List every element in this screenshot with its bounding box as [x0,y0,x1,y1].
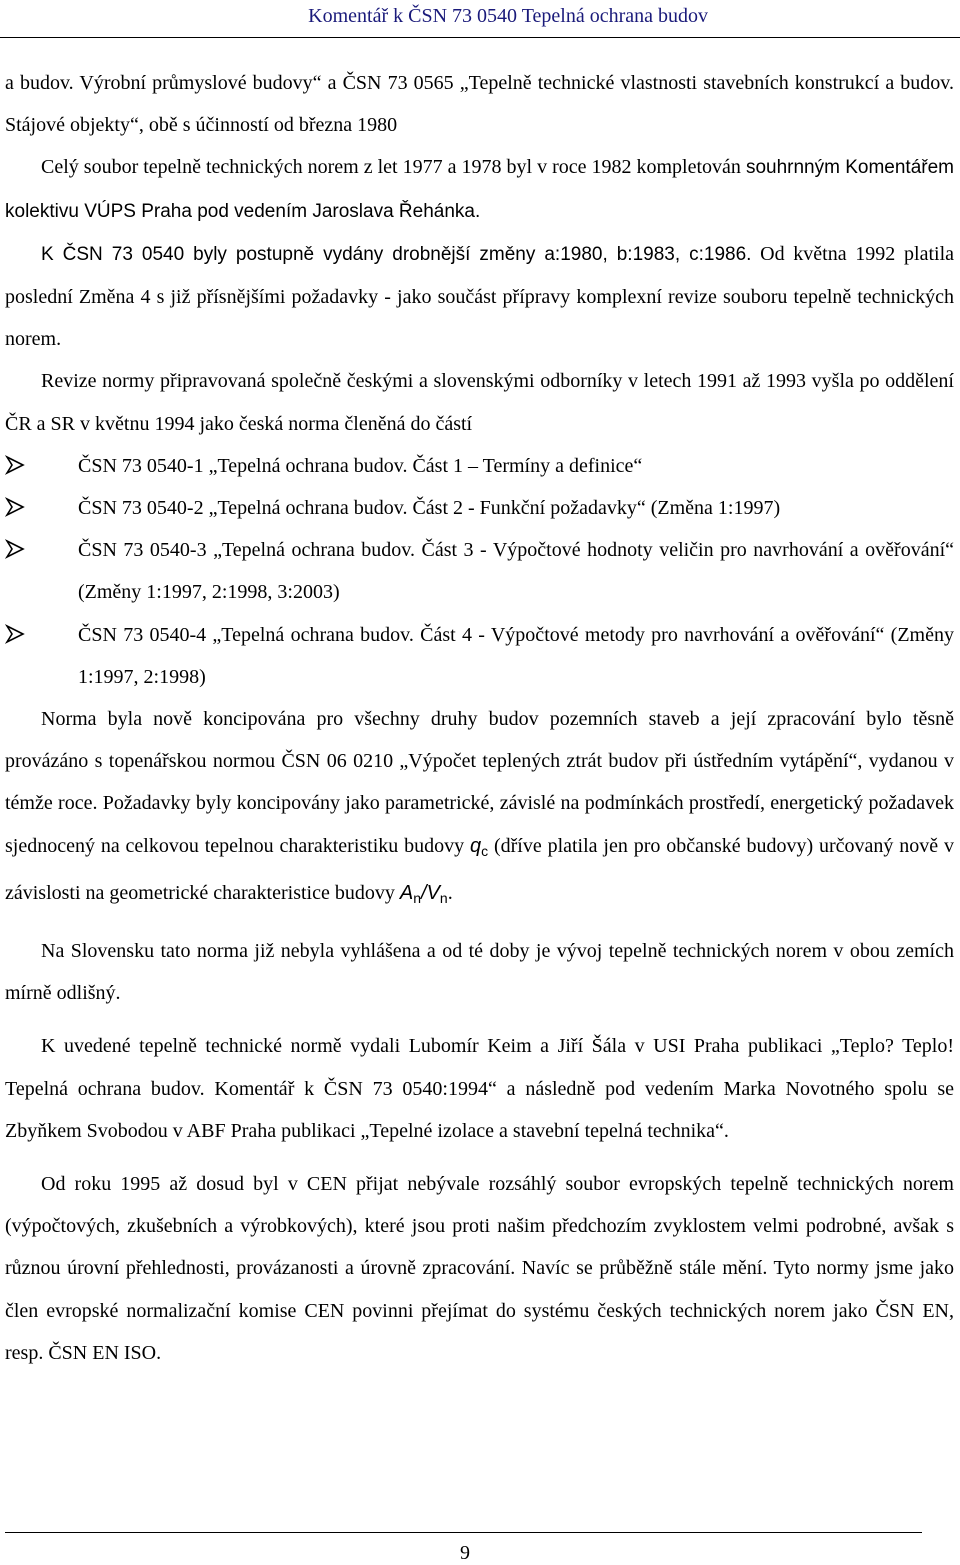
concept-text-end: . [447,881,453,904]
paragraph-commentary-1982 [5,146,954,232]
list-item [5,614,954,698]
commentary-text-sans: souhrnným Komentářem kolektivu VÚPS Praha pod vedením Jaroslava Řehánka. [5,157,954,222]
list-item [5,529,954,613]
paragraph-amendments [5,233,954,361]
list-item-text: ČSN 73 0540-3 „Tepelná ochrana budov. Část 3 - Výpočtové hodnoty veličin pro navrhování a ověřování“ (Změny 1:1997, 2:1998, 3:2003) [78,539,954,604]
arrowhead-bullet-icon [5,529,29,571]
amendments-text-serif: Od května 1992 platila poslední Změna 4 s již přísnějšími požadavky - jako součást přípravy komplexní revize souboru tepelně technických norem. [5,242,954,351]
arrowhead-bullet-icon [5,614,29,656]
symbol-a: A [399,881,414,904]
list-item [5,487,954,529]
paragraph-cen-standards: Od roku 1995 až dosud byl v CEN přijat nebývale rozsáhlý soubor evropských tepelně technických norem (výpočtových, zkušebních a výrobkových), které jsou proti našim předchozím zvyklostem velmi podrobné, avšak s různou úrovní přehlednosti, provázanosti a úrovně zpracování. Navíc se průběžně stále mění. Tyto normy jsme jako člen evropské normalizační komise CEN povinni přejímat do systému českých technických norem jako ČSN EN, resp. ČSN EN ISO. [5,1173,954,1364]
paragraph-spacer [5,1152,954,1163]
paragraph-previous-standards: a budov. Výrobní průmyslové budovy“ a ČSN 73 0565 „Tepelně technické vlastnosti stavebních konstrukcí a budov. Stájové objekty“, obě s účinností od března 1980 [5,72,954,137]
concept-text-b: (dříve platila jen pro občanské budovy) určovaný nově v závislosti na geometrické charakteristice budovy [5,834,954,904]
list-item-text: ČSN 73 0540-4 „Tepelná ochrana budov. Část 4 - Výpočtové metody pro navrhování a ověřování“ (Změny 1:1997, 2:1998) [78,623,954,688]
list-item-text: ČSN 73 0540-1 „Tepelná ochrana budov. Část 1 – Termíny a definice“ [78,454,643,477]
symbol-q: q [469,834,482,857]
amendments-text-sans: K ČSN 73 0540 byly postupně vydány drobnější změny a:1980, b:1983, c:1986. [41,243,752,265]
paragraph-slovakia: Na Slovensku tato norma již nebyla vyhlášena a od té doby je vývoj tepelně technických norem v obou zemích mírně odlišný. [5,940,954,1005]
standard-parts-list [5,445,954,698]
paragraph-spacer [5,1014,954,1025]
concept-text-a: Norma byla nově koncipována pro všechny druhy budov pozemních staveb a její zpracování bylo těsně provázáno s topenářskou normou ČSN 06 0210 „Výpočet teplených ztrát budov při ústředním vytápění“, vydanou v témže roce. Požadavky byly koncipovány jako parametrické, závislé na podmínkách prostředí, energetický požadavek sjednocený na celkovou tepelnou charakteristiku budovy [5,708,954,857]
header-rule [0,37,960,38]
symbol-q-subscript: c [481,842,489,859]
list-item-text: ČSN 73 0540-2 „Tepelná ochrana budov. Část 2 - Funkční požadavky“ (Změna 1:1997) [78,497,781,520]
running-header: Komentář k ČSN 73 0540 Tepelná ochrana budov [308,5,708,27]
paragraph-revision: Revize normy připravovaná společně českými a slovenskými odborníky v letech 1991 až 1993 vyšla po oddělení ČR a SR v květnu 1994 jako česká norma členěná do částí [5,370,954,435]
symbol-v: V [426,881,440,904]
symbol-slash: / [421,881,427,904]
paragraph-spacer [5,919,954,930]
commentary-text-serif: Celý soubor tepelně technických norem z let 1977 a 1978 byl v roce 1982 kompletován [41,156,741,179]
symbol-a-subscript: n [413,889,421,906]
footer-rule [5,1532,922,1533]
symbol-v-subscript: n [439,889,448,906]
page-number: 9 [460,1542,470,1564]
page-body [5,62,954,1374]
arrowhead-bullet-icon [5,445,29,487]
paragraph-publications: K uvedené tepelně technické normě vydali Lubomír Keim a Jiří Šála v USI Praha publikaci „Teplo? Teplo! Tepelná ochrana budov. Komentář k ČSN 73 0540:1994“ a následně pod vedením Marka Novotného spolu se Zbyňkem Svobodou v ABF Praha publikaci „Tepelné izolace a stavební tepelná technika“. [5,1035,954,1142]
paragraph-concept [5,698,954,919]
arrowhead-bullet-icon [5,487,29,529]
list-item [5,445,954,487]
